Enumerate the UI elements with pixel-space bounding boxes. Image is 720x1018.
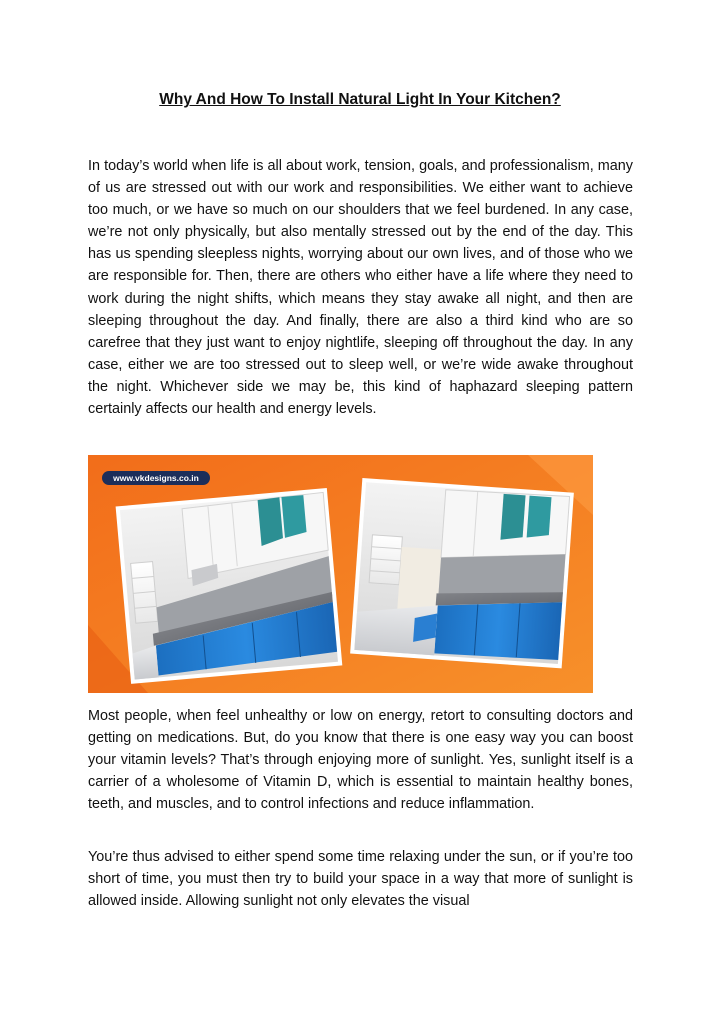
document-title: Why And How To Install Natural Light In Your Kitchen?	[159, 91, 561, 108]
paragraph-intro: In today’s world when life is all about work, tension, goals, and professionalism, many of us are stressed out with our work and responsibilities. We either want to achieve too much, or we have so much on our shoulders that we feel burdened. In any case, we’re not only physically, but also mentally stressed out by the end of the day. This has us spending sleepless nights, worrying about our own lives, and of those who we are responsible for. Then, there are others who either have a life where they need to work during the night shifts, which means they stay awake all night, and then are sleeping throughout the day. And finally, there are also a third kind who are so carefree that they just want to enjoy nightlife, sleeping off throughout the day. In any case, either we are too stressed out to sleep well, or we’re wide awake throughout the night. Whichever side we may be, this kind of haphazard sleeping pattern certainly affects our health and energy levels.	[88, 158, 633, 418]
paragraph-sunlight: Most people, when feel unhealthy or low on energy, retort to consulting doctors and getting on medications. But, do you know that there is one easy way you can boost your vitamin levels? That’s through enjoying more of sunlight. Yes, sunlight itself is a carrier of a wholesome of Vitamin D, which is essential to maintain healthy bones, teeth, and muscles, and to control infections and reduce inflammation.	[88, 708, 633, 813]
paragraph-advice: You’re thus advised to either spend some time relaxing under the sun, or if you’re too short of time, you must then try to build your space in a way that more of sunlight is allowed inside. Allowing sunlight not only elevates the visual	[88, 849, 633, 910]
kitchen-photo-collage	[88, 455, 593, 693]
watermark-text: www.vkdesigns.co.in	[113, 473, 199, 484]
kitchen-photo-illustration	[88, 455, 593, 693]
watermark-badge	[102, 471, 210, 485]
kitchen-photo-left	[116, 488, 343, 684]
kitchen-photo-right	[350, 478, 574, 668]
